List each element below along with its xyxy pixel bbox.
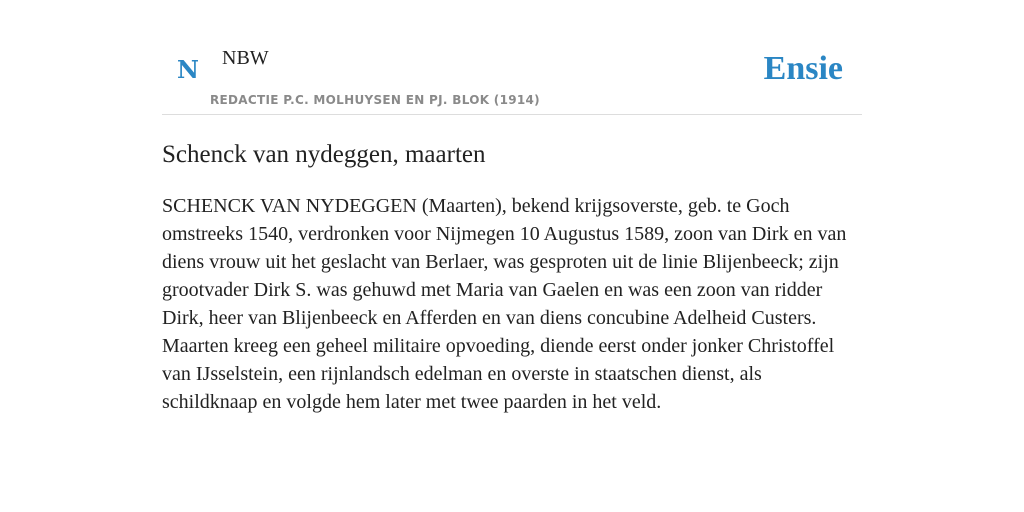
source-header bbox=[162, 30, 862, 115]
article-body: SCHENCK VAN NYDEGGEN (Maarten), bekend krijgsoverste, geb. te Goch omstreeks 1540, verdronken voor Nijmegen 10 Augustus 1589, zoon van Dirk en van diens vrouw uit het geslacht van Berlaer, was gesproten uit de linie Blijenbeeck; zijn grootvader Dirk S. was gehuwd met Maria van Gaelen en was een zoon van ridder Dirk, heer van Blijenbeeck en Afferden en van diens concubine Adelheid Custers. Maarten kreeg een geheel militaire opvoeding, diende eerst onder jonker Christoffel van IJsselstein, een rijnlandsch edelman en overste in staatschen dienst, als schildknaap en volgde hem later met twee paarden in het veld. bbox=[162, 195, 847, 413]
source-name: NBW bbox=[222, 47, 269, 69]
brand-logo[interactable]: Ensie bbox=[763, 50, 843, 87]
source-subtitle: REDACTIE P.C. MOLHUYSEN EN PJ. BLOK (1914) bbox=[210, 93, 540, 107]
article-title: Schenck van nydeggen, maarten bbox=[162, 141, 486, 168]
source-logo[interactable]: N bbox=[177, 55, 199, 84]
